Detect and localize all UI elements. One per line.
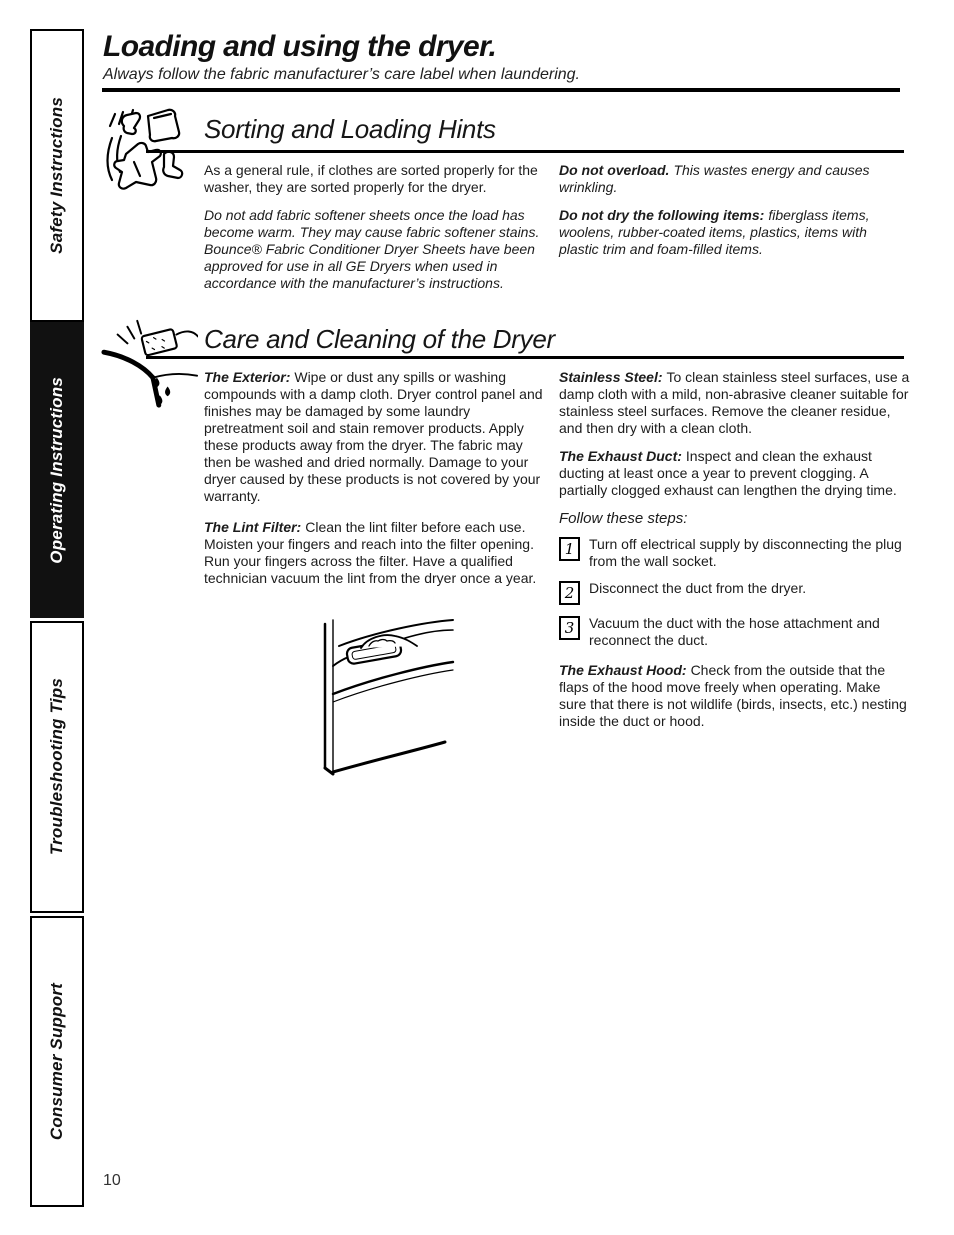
step-text: Turn off electrical supply by disconnecting the plug from the wall socket. xyxy=(589,536,902,569)
paragraph-body: Check from the outside that the flaps of the hood move freely when operating. Make sure that there is not wildlife (birds, insects, etc.) nesting inside the duct or hood. xyxy=(559,662,907,729)
paragraph-body: Clean the lint filter before each use. Moisten your fingers and reach into the filter opening. Run your fingers across the filter. Have a qualified technician vacuum the lint from the dryer once a year. xyxy=(204,519,537,586)
step-text: Vacuum the duct with the hose attachment and reconnect the duct. xyxy=(589,615,880,648)
header-divider xyxy=(102,88,900,92)
page-subtitle: Always follow the fabric manufacturer’s care label when laundering. xyxy=(103,66,580,83)
paragraph-lead: Do not overload. xyxy=(559,162,670,178)
paragraph-exhaust-hood xyxy=(559,662,911,730)
step-text: Disconnect the duct from the dryer. xyxy=(589,580,807,596)
sidebar-tab-operating-instructions xyxy=(30,322,84,618)
paragraph-lead: Do not dry the following items: xyxy=(559,207,765,223)
steps-intro: Follow these steps: xyxy=(559,510,688,527)
sorting-right-column xyxy=(559,162,909,269)
page-number: 10 xyxy=(103,1172,121,1189)
sidebar-tab-label: Operating Instructions xyxy=(47,376,66,564)
paragraph-body: To clean stainless steel surfaces, use a damp cloth with a mild, non-abrasive cleaner suitable for stainless steel surfaces. Remove the cleaner residue, and then dry with a clean cloth. xyxy=(559,369,910,436)
paragraph-body: Wipe or dust any spills or washing compounds with a damp cloth. Dryer control panel and finishes may be damaged by some laundry pretreatment soil and stain remover products. Apply these products away from the dryer. The fabric may then be washed and dried normally. Damage to your dryer caused by these products is not covered by your warranty. xyxy=(204,369,543,504)
paragraph-softener-sheets: Do not add fabric softener sheets once the load has become warm. They may cause fabric softener stains. Bounce® Fabric Conditioner Dryer Sheets have been approved for use in all GE Dryers when used in accordance with the manufacturer’s instructions. xyxy=(204,207,540,291)
step-item-3 xyxy=(559,615,911,649)
paragraph-body: Inspect and clean the exhaust ducting at least once a year to prevent clogging. A partially clogged exhaust can lengthen the drying time. xyxy=(559,448,897,498)
section-divider xyxy=(146,356,904,359)
paragraph-lead: The Exhaust Duct: xyxy=(559,448,682,464)
step-number-box: 2 xyxy=(559,581,580,605)
care-left-column xyxy=(204,369,546,598)
section-divider xyxy=(146,150,904,153)
paragraph-lead: Stainless Steel: xyxy=(559,369,663,385)
sidebar-tab-label: Troubleshooting Tips xyxy=(47,678,66,856)
sidebar-tab-safety-instructions xyxy=(30,29,84,322)
page-title: Loading and using the dryer. xyxy=(103,30,497,63)
paragraph-exhaust-duct xyxy=(559,448,911,499)
step-number-box: 3 xyxy=(559,616,580,640)
paragraph-lead: The Lint Filter: xyxy=(204,519,302,535)
lint-filter-hand-drawing xyxy=(295,610,455,790)
paragraph-do-not-dry xyxy=(559,207,909,258)
paragraph-exterior xyxy=(204,369,546,505)
paragraph-body: This wastes energy and causes wrinkling. xyxy=(559,162,870,195)
sidebar-tab-label: Consumer Support xyxy=(47,982,66,1141)
paragraph-lint-filter xyxy=(204,519,546,587)
sidebar-tab-consumer-support xyxy=(30,916,84,1207)
paragraph-lead: The Exhaust Hood: xyxy=(559,662,687,678)
care-right-column xyxy=(559,369,911,741)
step-item-2 xyxy=(559,580,911,605)
paragraph-do-not-overload xyxy=(559,162,909,196)
paragraph-body: fiberglass items, woolens, rubber-coated items, plastics, items with plastic trim and foam-filled items. xyxy=(559,207,870,257)
sorting-left-column xyxy=(204,162,546,303)
section-heading-care: Care and Cleaning of the Dryer xyxy=(204,324,555,354)
paragraph-sorting-rule: As a general rule, if clothes are sorted properly for the washer, they are sorted properly for the dryer. xyxy=(204,162,538,195)
sidebar-tab-troubleshooting-tips xyxy=(30,621,84,913)
sponge-cleaning-icon xyxy=(100,316,198,408)
paragraph-lead: The Exterior: xyxy=(204,369,291,385)
step-item-1 xyxy=(559,536,911,570)
falling-clothes-icon xyxy=(96,106,196,206)
sidebar-tab-label: Safety Instructions xyxy=(47,97,66,254)
section-heading-sorting: Sorting and Loading Hints xyxy=(204,114,496,144)
paragraph-stainless-steel xyxy=(559,369,911,437)
step-number-box: 1 xyxy=(559,537,580,561)
